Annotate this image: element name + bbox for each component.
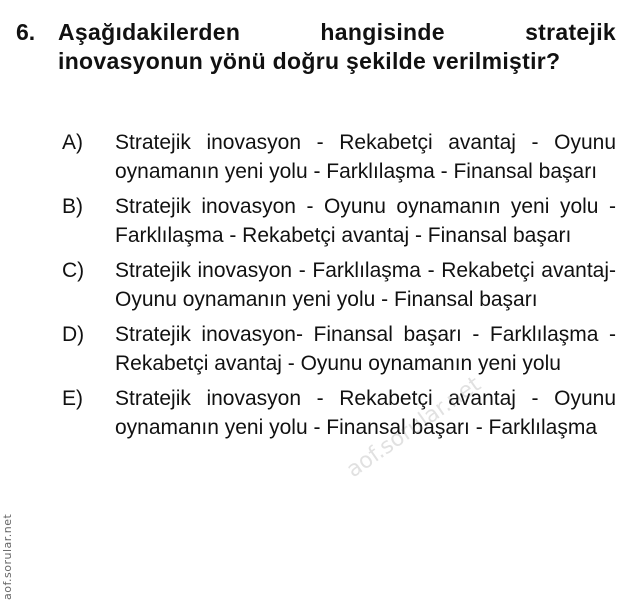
watermark-side: aof.sorular.net [1, 513, 14, 600]
option-text: Stratejik inovasyon - Rekabetçi avantaj - Oyunu oynamanın yeni yolu - Finansal başarı - Farklılaşma [115, 387, 616, 439]
option-e[interactable] [62, 384, 616, 442]
option-text: Stratejik inovasyon - Farklılaşma - Rekabetçi avantaj- Oyunu oynamanın yeni yolu - Finansal başarı [115, 259, 616, 311]
question-row [16, 18, 616, 76]
option-text: Stratejik inovasyon - Rekabetçi avantaj - Oyunu oynamanın yeni yolu - Farklılaşma - Finansal başarı [115, 131, 616, 183]
question-number: 6. [16, 19, 36, 45]
answer-options [62, 128, 616, 448]
option-letter: B) [62, 195, 83, 218]
option-letter: C) [62, 259, 85, 282]
option-c[interactable] [62, 256, 616, 314]
question-text: Aşağıdakilerden hangisinde stratejik inovasyonun yönü doğru şekilde verilmiştir? [58, 19, 616, 74]
question-block [16, 18, 616, 76]
watermark-center: aof.sorular.net [342, 372, 486, 483]
option-letter: D) [62, 323, 85, 346]
option-text: Stratejik inovasyon- Finansal başarı - Farklılaşma - Rekabetçi avantaj - Oyunu oynamanın yeni yolu [115, 323, 616, 375]
option-d[interactable] [62, 320, 616, 378]
option-letter: A) [62, 131, 83, 154]
option-a[interactable] [62, 128, 616, 186]
option-letter: E) [62, 387, 83, 410]
option-b[interactable] [62, 192, 616, 250]
option-text: Stratejik inovasyon - Oyunu oynamanın yeni yolu - Farklılaşma - Rekabetçi avantaj - Finansal başarı [115, 195, 616, 247]
